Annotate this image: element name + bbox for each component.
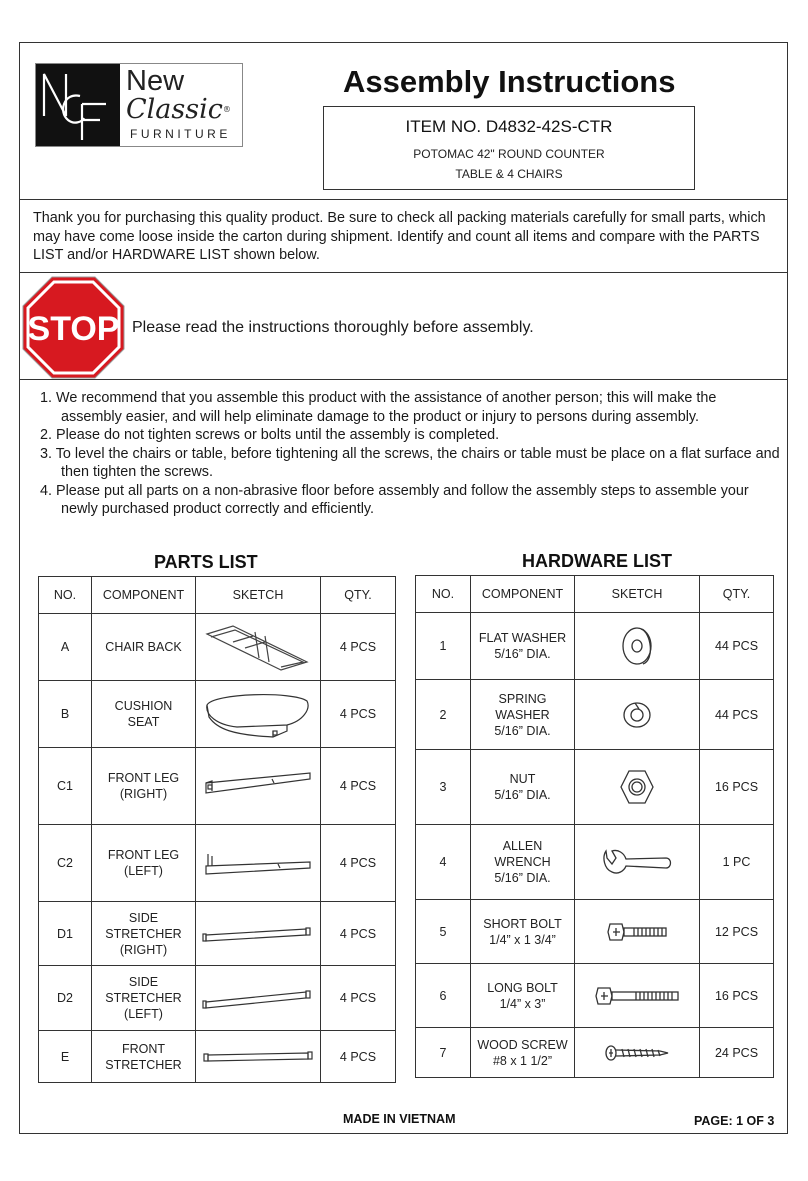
table-row — [39, 902, 396, 966]
hardware-qty: 16 PCS — [700, 750, 774, 825]
part-qty: 4 PCS — [321, 681, 396, 748]
part-no: D1 — [39, 902, 92, 966]
spring-washer-icon — [575, 680, 700, 750]
side-stretcher-left-icon — [196, 966, 321, 1031]
table-row — [416, 964, 774, 1028]
part-no: D2 — [39, 966, 92, 1031]
table-row — [39, 1031, 396, 1083]
hardware-no: 2 — [416, 680, 471, 750]
hardware-no: 6 — [416, 964, 471, 1028]
notes-list — [40, 389, 780, 519]
hardware-qty: 16 PCS — [700, 964, 774, 1028]
hardware-component: NUT 5/16” DIA. — [471, 750, 575, 825]
part-qty: 4 PCS — [321, 748, 396, 825]
nut-icon — [575, 750, 700, 825]
part-no: C1 — [39, 748, 92, 825]
front-leg-left-icon — [196, 825, 321, 902]
part-qty: 4 PCS — [321, 902, 396, 966]
part-qty: 4 PCS — [321, 825, 396, 902]
chair-back-icon — [196, 614, 321, 681]
item-number: ITEM NO. D4832-42S-CTR — [405, 117, 613, 136]
cushion-seat-icon — [196, 681, 321, 748]
flat-washer-icon — [575, 613, 700, 680]
wrench-icon — [575, 825, 700, 900]
part-component: SIDE STRETCHER (RIGHT) — [92, 902, 196, 966]
hardware-no: 3 — [416, 750, 471, 825]
divider — [19, 272, 788, 273]
part-component: FRONT LEG (LEFT) — [92, 825, 196, 902]
made-in-label: MADE IN VIETNAM — [343, 1112, 456, 1126]
stop-sign-text: STOP — [27, 310, 120, 348]
part-qty: 4 PCS — [321, 966, 396, 1031]
table-row — [416, 750, 774, 825]
hardware-component: LONG BOLT 1/4” x 3” — [471, 964, 575, 1028]
item-desc-line: POTOMAC 42" ROUND COUNTER — [413, 147, 605, 161]
hardware-table — [415, 575, 774, 1078]
brand-name-classic: Classic® — [126, 94, 231, 125]
brand-name-new: New — [126, 65, 185, 97]
brand-logo — [35, 63, 243, 147]
page-number: PAGE: 1 OF 3 — [694, 1114, 775, 1128]
short-bolt-icon — [575, 900, 700, 964]
part-no: B — [39, 681, 92, 748]
table-header-row — [416, 576, 774, 613]
hardware-component: WOOD SCREW #8 x 1 1/2” — [471, 1028, 575, 1078]
hardware-qty: 24 PCS — [700, 1028, 774, 1078]
part-no: E — [39, 1031, 92, 1083]
table-row — [39, 748, 396, 825]
brand-name-furniture: FURNITURE — [130, 127, 231, 141]
table-row — [416, 680, 774, 750]
hardware-list-title: HARDWARE LIST — [522, 551, 672, 571]
note-item: 3. To level the chairs or table, before tightening all the screws, the chairs or table must be place on a flat surface and then tighten the screws. — [40, 445, 780, 480]
hardware-component: SPRING WASHER 5/16” DIA. — [471, 680, 575, 750]
part-component: FRONT STRETCHER — [92, 1031, 196, 1083]
table-row — [39, 825, 396, 902]
hardware-component: ALLEN WRENCH 5/16” DIA. — [471, 825, 575, 900]
col-header: NO. — [416, 576, 471, 613]
hardware-qty: 44 PCS — [700, 680, 774, 750]
hardware-no: 4 — [416, 825, 471, 900]
col-header: COMPONENT — [92, 577, 196, 614]
hardware-no: 7 — [416, 1028, 471, 1078]
col-header: SKETCH — [196, 577, 321, 614]
part-component: CUSHION SEAT — [92, 681, 196, 748]
part-qty: 4 PCS — [321, 614, 396, 681]
table-row — [416, 900, 774, 964]
table-row — [416, 825, 774, 900]
part-component: FRONT LEG (RIGHT) — [92, 748, 196, 825]
front-stretcher-icon — [196, 1031, 321, 1083]
col-header: COMPONENT — [471, 576, 575, 613]
front-leg-right-icon — [196, 748, 321, 825]
stop-message: Please read the instructions thoroughly before assembly. — [132, 319, 534, 336]
col-header: QTY. — [321, 577, 396, 614]
table-row — [39, 614, 396, 681]
parts-list-title: PARTS LIST — [154, 552, 258, 572]
table-row — [416, 1028, 774, 1078]
stop-sign-icon — [22, 276, 125, 379]
note-item: 4. Please put all parts on a non-abrasive floor before assembly and follow the assembly steps to assemble your newly purchased product correctly and efficiently. — [40, 482, 749, 517]
long-bolt-icon — [575, 964, 700, 1028]
table-row — [39, 966, 396, 1031]
table-header-row — [39, 577, 396, 614]
part-component: CHAIR BACK — [92, 614, 196, 681]
wood-screw-icon — [575, 1028, 700, 1078]
hardware-qty: 12 PCS — [700, 900, 774, 964]
hardware-qty: 1 PC — [700, 825, 774, 900]
hardware-component: FLAT WASHER 5/16” DIA. — [471, 613, 575, 680]
part-no: C2 — [39, 825, 92, 902]
item-box — [323, 106, 695, 190]
divider — [19, 199, 788, 200]
part-no: A — [39, 614, 92, 681]
part-qty: 4 PCS — [321, 1031, 396, 1083]
intro-text: Thank you for purchasing this quality product. Be sure to check all packing materials carefully for small parts, which may have come loose inside the carton during shipment. Identify and count all items and compare with the PARTS LIST and/or HARDWARE LIST shown below. — [33, 210, 766, 263]
logo-monogram — [36, 64, 120, 146]
hardware-component: SHORT BOLT 1/4” x 1 3/4” — [471, 900, 575, 964]
item-description — [324, 144, 694, 184]
divider — [19, 379, 788, 380]
hardware-qty: 44 PCS — [700, 613, 774, 680]
note-item: 1. We recommend that you assemble this product with the assistance of another person; this will make the assembly easier, and will help eliminate damage to the product or injury to persons during assembly. — [40, 390, 717, 425]
item-desc-line: TABLE & 4 CHAIRS — [455, 167, 563, 181]
note-item: 2. Please do not tighten screws or bolts until the assembly is completed. — [40, 427, 500, 443]
table-row — [39, 681, 396, 748]
col-header: NO. — [39, 577, 92, 614]
hardware-no: 5 — [416, 900, 471, 964]
page-title: Assembly Instructions — [343, 64, 676, 99]
side-stretcher-right-icon — [196, 902, 321, 966]
col-header: QTY. — [700, 576, 774, 613]
col-header: SKETCH — [575, 576, 700, 613]
part-component: SIDE STRETCHER (LEFT) — [92, 966, 196, 1031]
hardware-no: 1 — [416, 613, 471, 680]
parts-table — [38, 576, 396, 1083]
table-row — [416, 613, 774, 680]
